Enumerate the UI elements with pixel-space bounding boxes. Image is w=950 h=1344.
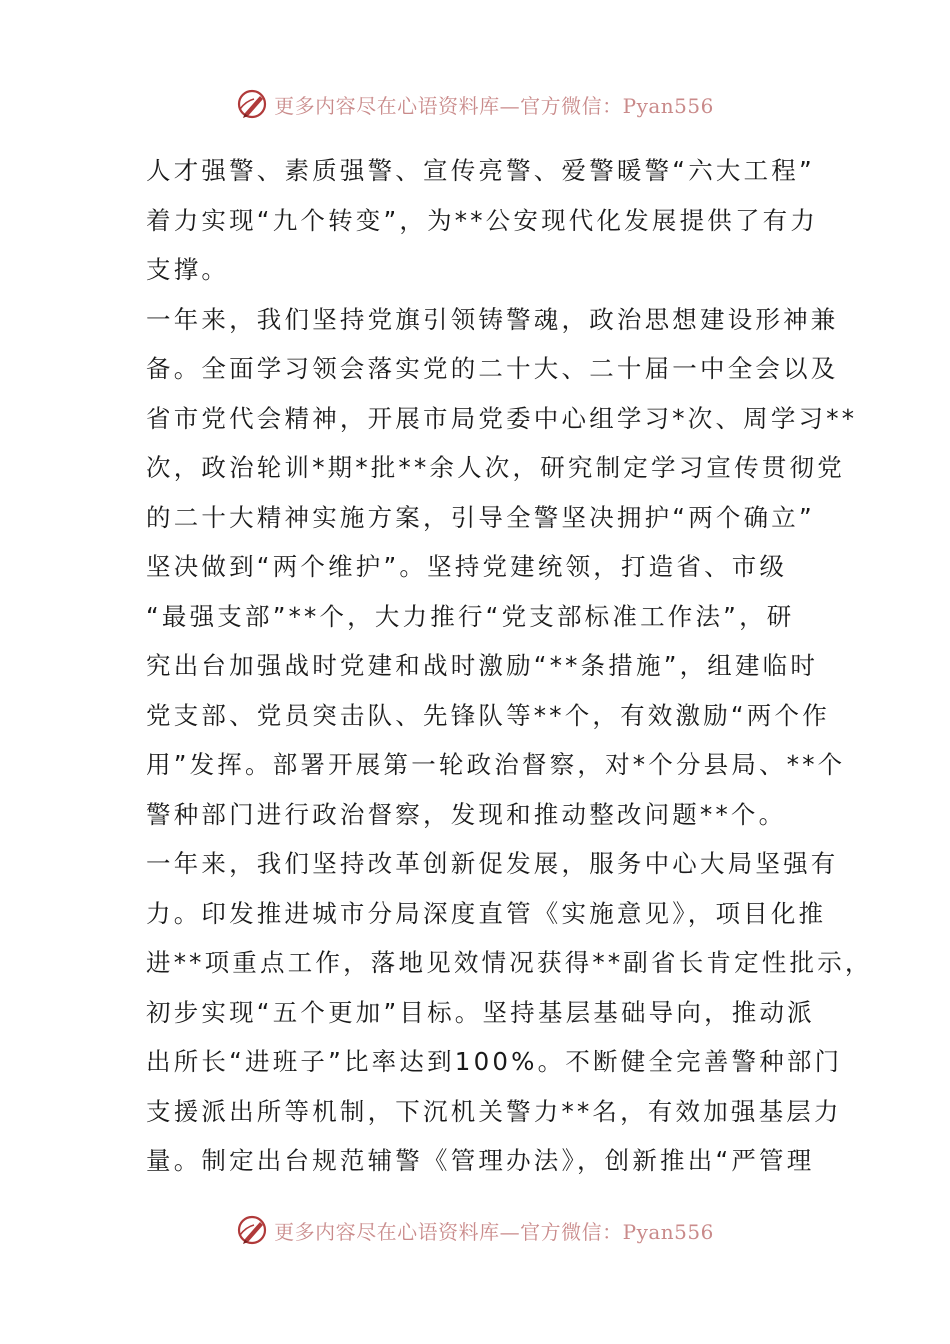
text-line: 警种部门进行政治督察，发现和推动整改问题**个。	[146, 799, 787, 829]
text-line: 究出台加强战时党建和战时激励“**条措施”，组建临时	[146, 651, 819, 680]
text-line: “最强支部”**个，大力推行“党支部标准工作法”，研	[146, 601, 795, 631]
footer-watermark-text: 更多内容尽在心语资料库—官方微信：Pyan556	[274, 1219, 714, 1244]
text-line: 着力实现“九个转变”，为**公安现代化发展提供了有力	[146, 205, 819, 235]
text-line: 坚决做到“两个维护”。坚持党建统领，打造省、市级	[146, 552, 788, 581]
text-line: 的二十大精神实施方案，引导全警坚决拥护“两个确立”	[146, 502, 815, 532]
text-line: 支撑。	[146, 255, 230, 284]
text-line: 人才强警、素质强警、宣传亮警、爱警暖警“六大工程”	[146, 156, 815, 185]
footer-watermark-banner	[0, 1210, 950, 1250]
text-line: 量。制定出台规范辅警《管理办法》，创新推出“严管理	[146, 1146, 815, 1175]
text-line: 进**项重点工作，落地见效情况获得**副省长肯定性批示，	[146, 948, 873, 977]
document-body	[146, 146, 873, 1186]
pen-logo-icon	[236, 1213, 270, 1247]
pen-logo-icon	[236, 87, 270, 121]
text-line: 支援派出所等机制，下沉机关警力**名，有效加强基层力	[146, 1096, 842, 1126]
text-line: 党支部、党员突击队、先锋队等**个，有效激励“两个作	[146, 700, 830, 730]
text-line: 初步实现“五个更加”目标。坚持基层基础导向，推动派	[146, 997, 815, 1027]
text-line: 用”发挥。部署开展第一轮政治督察，对*个分县局、**个	[146, 750, 846, 779]
text-line: 出所长“进班子”比率达到100%。不断健全完善警种部门	[146, 1047, 843, 1076]
header-watermark-banner	[0, 84, 950, 124]
header-watermark-text: 更多内容尽在心语资料库—官方微信：Pyan556	[274, 93, 714, 118]
text-line: 一年来，我们坚持党旗引领铸警魂，政治思想建设形神兼	[146, 304, 839, 334]
text-line: 次，政治轮训*期*批**余人次，研究制定学习宣传贯彻党	[146, 453, 845, 482]
text-line: 一年来，我们坚持改革创新促发展，服务中心大局坚强有	[146, 849, 839, 878]
text-line: 省市党代会精神，开展市局党委中心组学习*次、周学习**	[146, 403, 858, 433]
text-line: 力。印发推进城市分局深度直管《实施意见》，项目化推	[146, 898, 827, 928]
text-line: 备。全面学习领会落实党的二十大、二十届一中全会以及	[146, 354, 839, 383]
